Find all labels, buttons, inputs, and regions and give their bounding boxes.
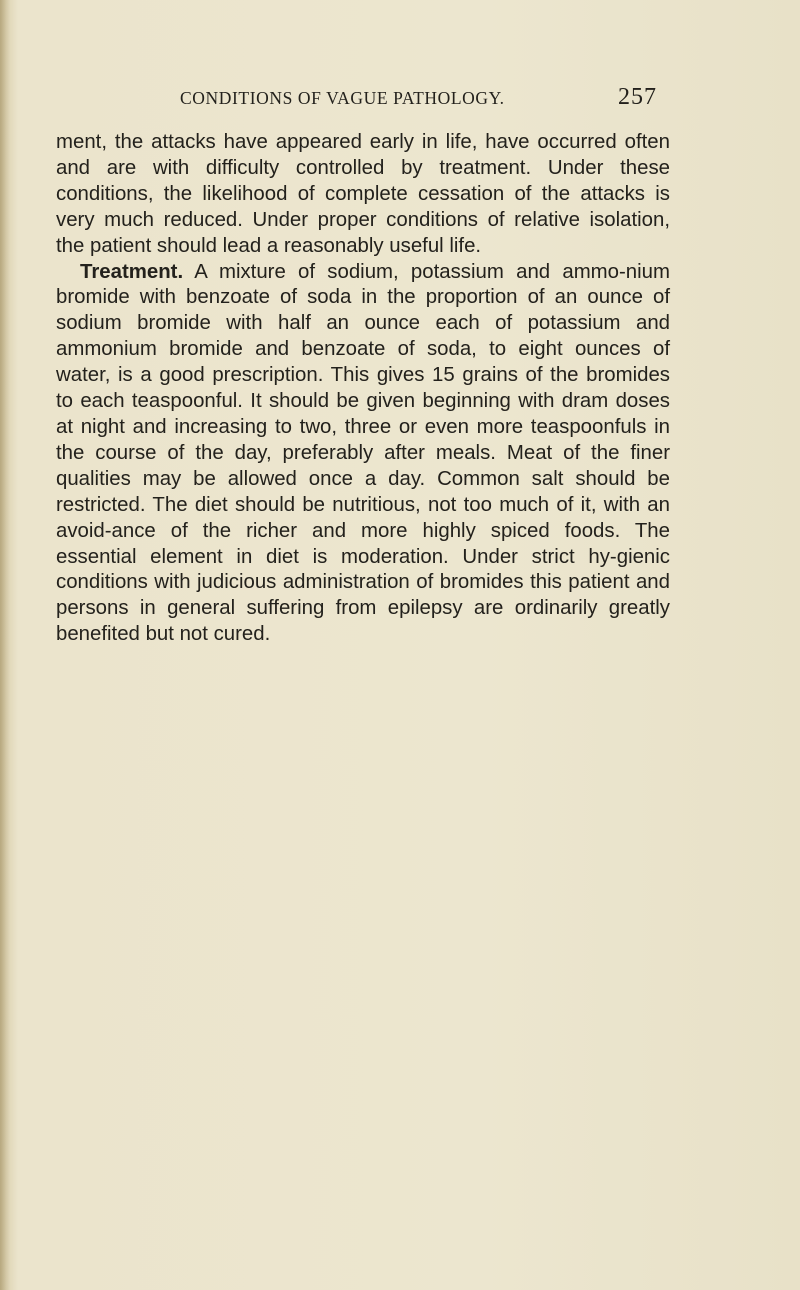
body-text [56,130,670,648]
paragraph-continuation: ment, the attacks have appeared early in life, have occurred often and are with difficulty controlled by treatment. Under these conditions, the likelihood of complete cessation of the attacks is very much reduced. Under proper conditions of relative isolation, the patient should lead a reasonably useful life. [56,131,670,257]
running-head [56,84,657,112]
section-heading-treatment: Treatment. [80,260,184,283]
paragraph-treatment-text: A mixture of sodium, potassium and ammo-nium bromide with benzoate of soda in the proportion of an ounce of sodium bromide with half an ounce each of potassium and ammonium bromide and benzoate of soda, to eight ounces of water, is a good prescription. This gives 15 grains of the bromides to each teaspoonful. It should be given beginning with dram doses at night and increasing to two, three or even more teaspoonfuls in the course of the day, preferably after meals. Meat of the finer qualities may be allowed once a day. Common salt should be restricted. The diet should be nutritious, not too much of it, with an avoid-ance of the richer and more highly spiced foods. The essential element in diet is moderation. Under strict hy-gienic conditions with judicious administration of bromides this patient and persons in general suffering from epilepsy are ordinarily greatly benefited but not cured. [56,260,670,646]
page-number: 257 [618,84,657,110]
paragraph-treatment [56,260,670,649]
running-title: CONDITIONS OF VAGUE PATHOLOGY. [180,88,505,108]
